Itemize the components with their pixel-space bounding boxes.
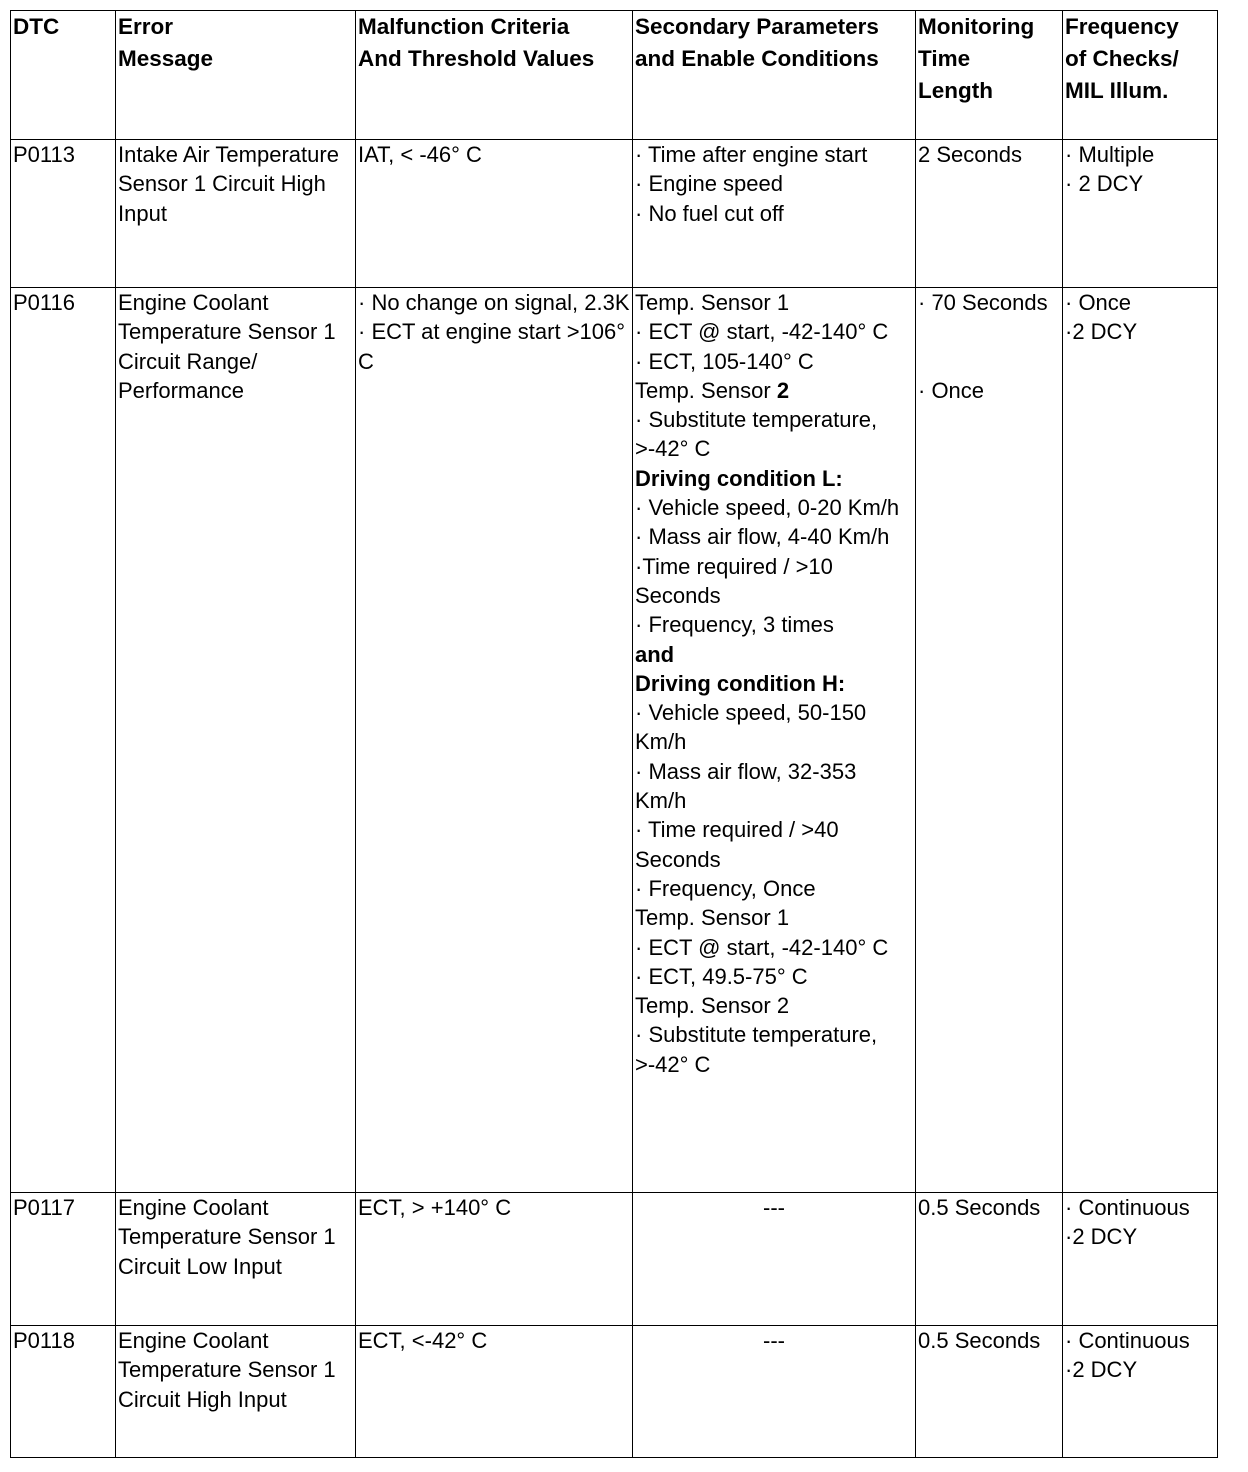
dtc-code: P0116: [11, 288, 116, 1193]
malfunction-criteria: · No change on signal, 2.3K · ECT at engine start >106° C: [356, 288, 633, 1193]
header-frequency-of-checks: Frequency of Checks/ MIL Illum.: [1063, 11, 1218, 140]
malfunction-criteria: IAT, < -46° C: [356, 140, 633, 288]
malfunction-criteria: ECT, <-42° C: [356, 1326, 633, 1458]
check-frequency: · Multiple · 2 DCY: [1063, 140, 1218, 288]
table-row-p0113: [11, 140, 1218, 288]
check-frequency: · Once ·2 DCY: [1063, 288, 1218, 1193]
secondary-parameters: · Time after engine start · Engine speed · No fuel cut off: [633, 140, 916, 288]
error-message: Engine Coolant Temperature Sensor 1 Circuit Range/ Performance: [116, 288, 356, 1193]
header-dtc: DTC: [11, 11, 116, 140]
secondary-parameters: ---: [633, 1326, 916, 1458]
dtc-code: P0113: [11, 140, 116, 288]
header-row: [11, 11, 1218, 140]
check-frequency: · Continuous ·2 DCY: [1063, 1193, 1218, 1326]
table-row-p0116: [11, 288, 1218, 1193]
header-secondary-parameters: Secondary Parameters and Enable Conditions: [633, 11, 916, 140]
error-message: Intake Air Temperature Sensor 1 Circuit High Input: [116, 140, 356, 288]
dtc-code: P0118: [11, 1326, 116, 1458]
secondary-parameters: Temp. Sensor 1 · ECT @ start, -42-140° C · ECT, 105-140° C Temp. Sensor 2 · Substitute temperature, >-42° C Driving condition L: · Vehicle speed, 0-20 Km/h · Mass air flow, 4-40 Km/h ·Time required / >10 Seconds · Frequency, 3 times and Driving condition H: · Vehicle speed, 50-150 Km/h · Mass air flow, 32-353 Km/h · Time required / >40 Seconds · Frequency, Once Temp. Sensor 1 · ECT @ start, -42-140° C · ECT, 49.5-75° C Temp. Sensor 2 · Substitute temperature, >-42° C: [633, 288, 916, 1193]
monitoring-time: 0.5 Seconds: [916, 1326, 1063, 1458]
table-row-p0117: [11, 1193, 1218, 1326]
check-frequency: · Continuous ·2 DCY: [1063, 1326, 1218, 1458]
monitoring-time: · 70 Seconds · Once: [916, 288, 1063, 1193]
error-message: Engine Coolant Temperature Sensor 1 Circuit High Input: [116, 1326, 356, 1458]
dtc-code: P0117: [11, 1193, 116, 1326]
table-row-p0118: [11, 1326, 1218, 1458]
header-malfunction-criteria: Malfunction Criteria And Threshold Values: [356, 11, 633, 140]
monitoring-time: 2 Seconds: [916, 140, 1063, 288]
secondary-parameters: ---: [633, 1193, 916, 1326]
header-monitoring-time: Monitoring Time Length: [916, 11, 1063, 140]
dtc-table: [10, 10, 1218, 1458]
monitoring-time: 0.5 Seconds: [916, 1193, 1063, 1326]
error-message: Engine Coolant Temperature Sensor 1 Circuit Low Input: [116, 1193, 356, 1326]
header-error-message: Error Message: [116, 11, 356, 140]
malfunction-criteria: ECT, > +140° C: [356, 1193, 633, 1326]
